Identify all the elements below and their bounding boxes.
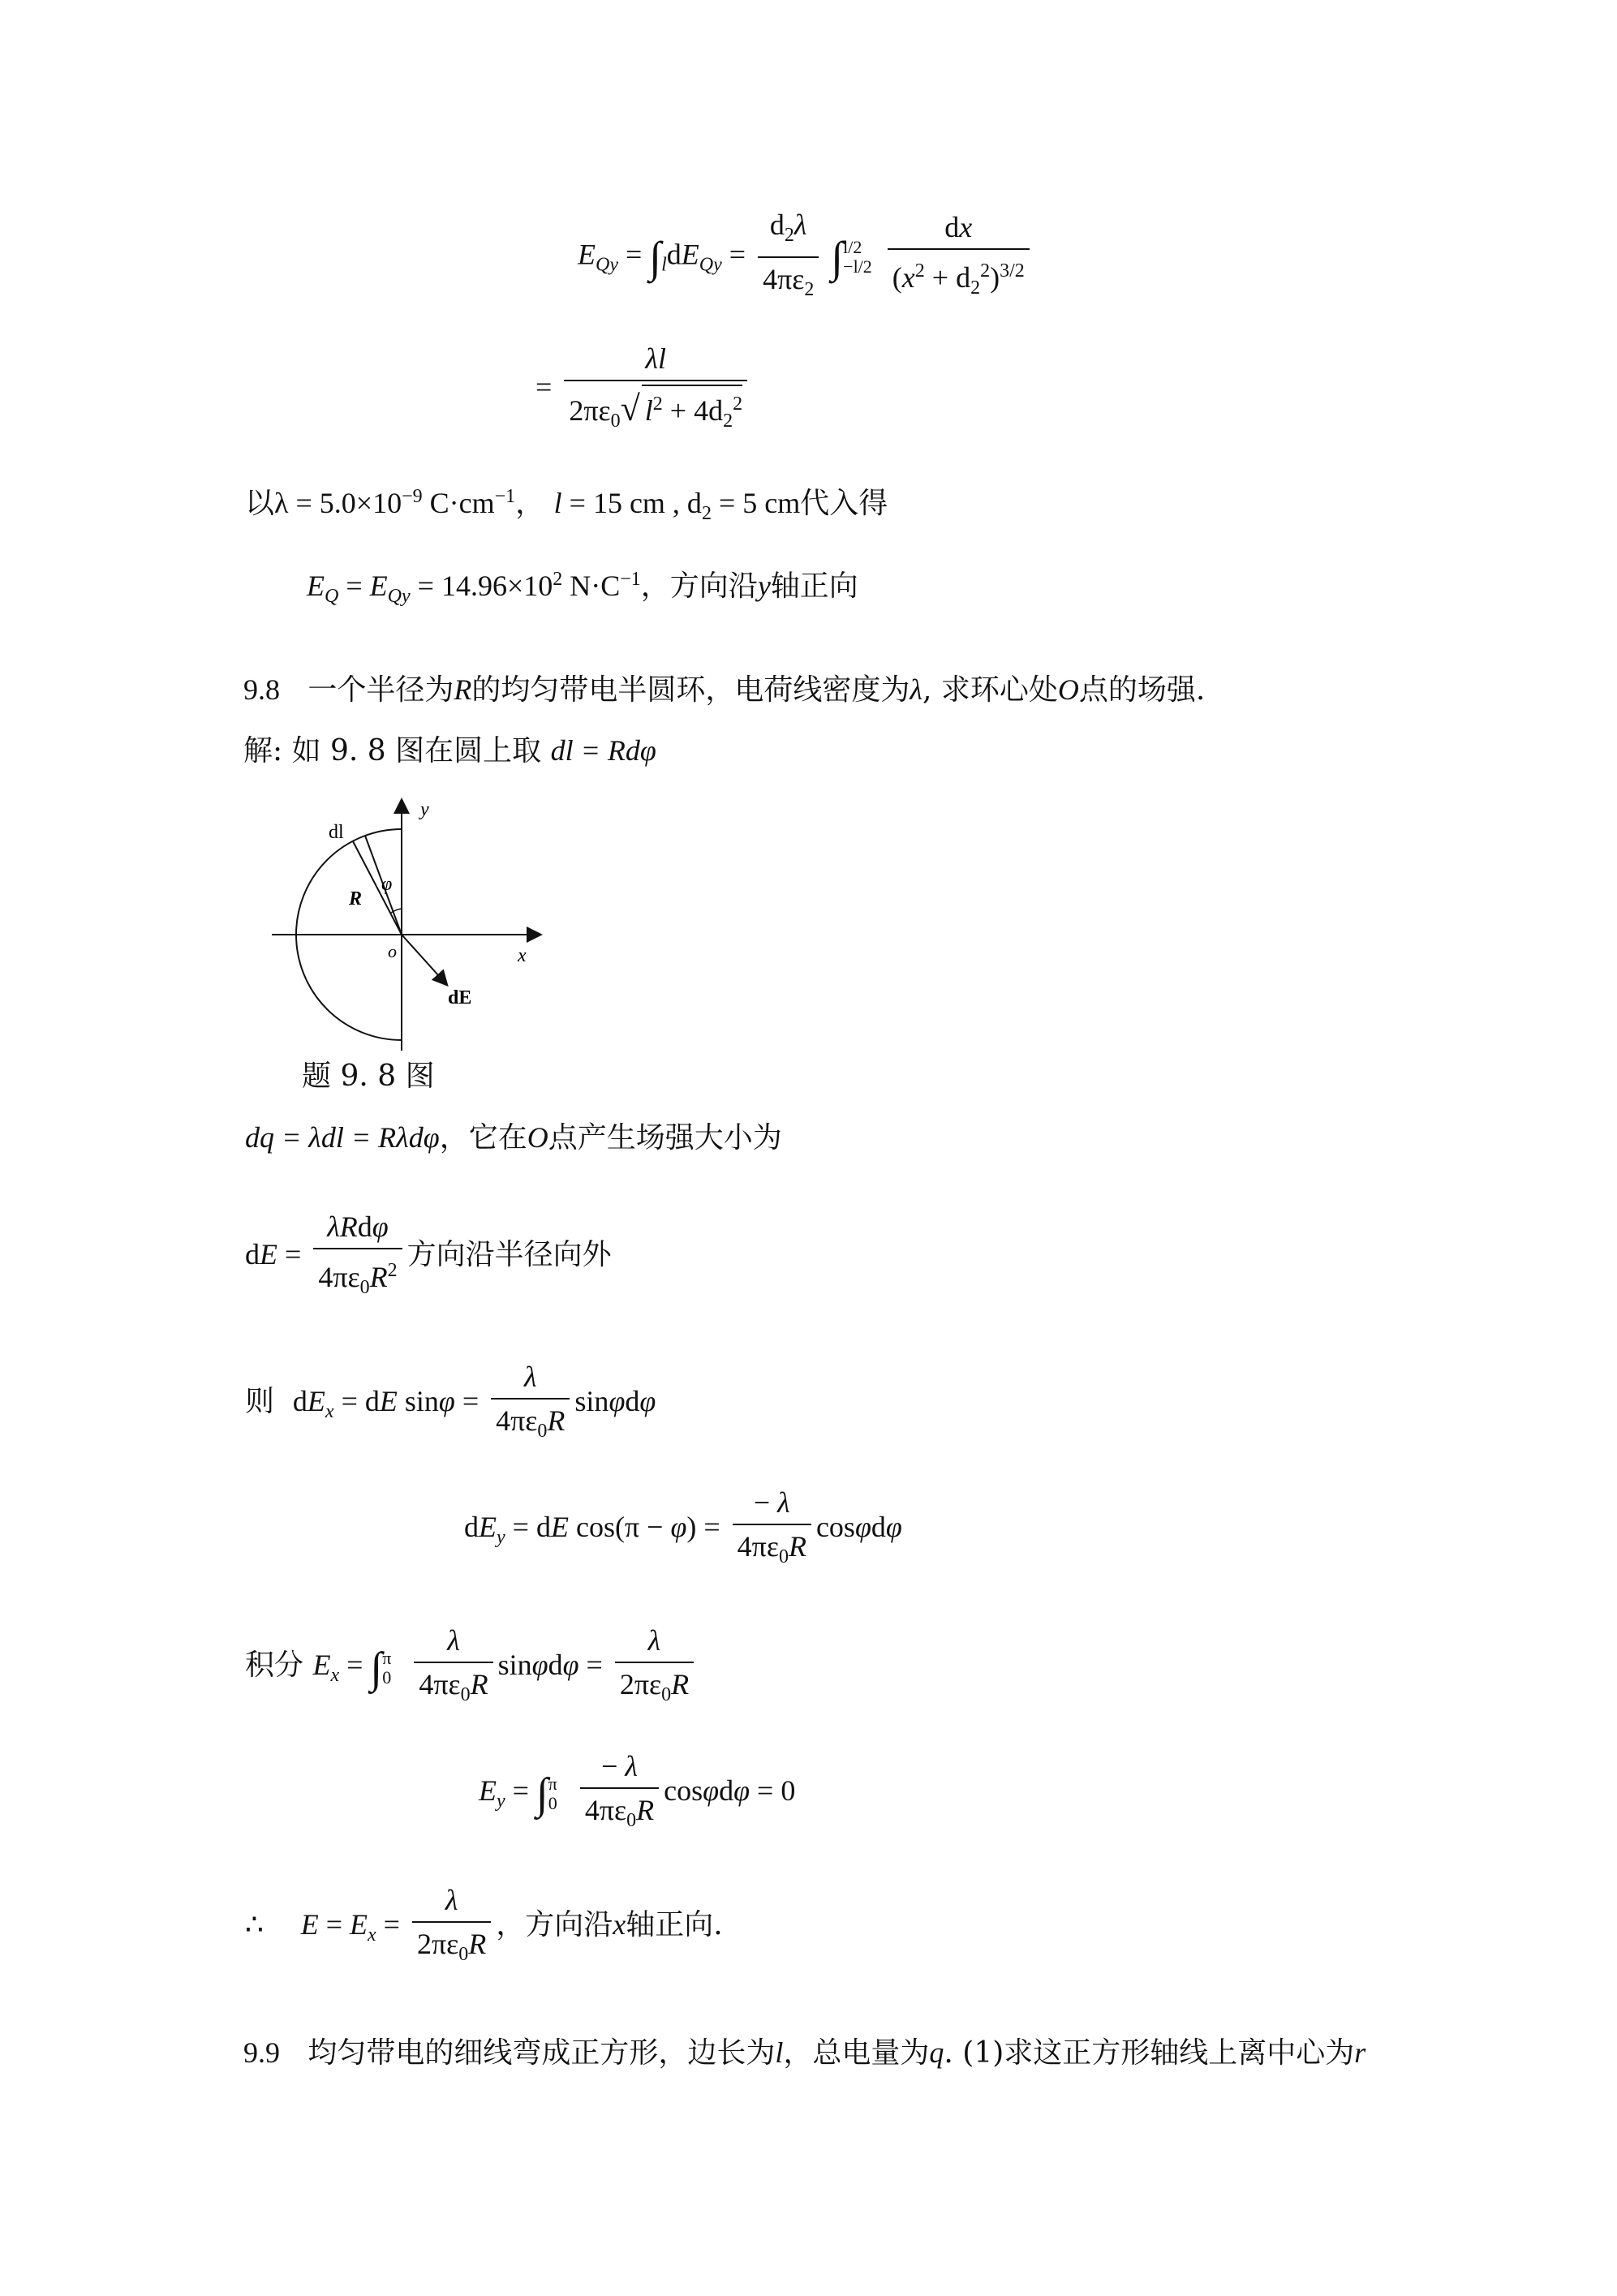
ey-integral: $E_y$ = ∫ π 0 $\frac{- \lambda}{4\pi\varepsilon_0R}$ cosφdφ = 0	[479, 1748, 795, 1838]
equation-eqy-integral: $E_{Qy} = \int_ldE_{Qy}$ = $\frac{d_2\lambda}{4\pi\varepsilon_2}$ ∫ l/2 −l/2 $\frac{dx}{(x^2 + d_2^2)^{3/2}}$	[578, 207, 1034, 307]
figure-9-8	[260, 791, 568, 1059]
phi-label: φ	[381, 874, 393, 895]
y-axis-label: y	[420, 799, 429, 820]
solution-intro: 解: 如 9. 8 图在圆上取 dl = Rdφ	[243, 734, 656, 767]
result-eq-line: $E_Q = E_{Qy} = 14.96\times 10^2$ $N\cdot C^{-1}$，方向沿y轴正向	[307, 569, 858, 608]
de-vector	[402, 935, 446, 984]
dq-line: dq = λdl = Rλdφ，它在O点产生场强大小为	[245, 1121, 782, 1154]
figure-caption: 题 9. 8 图	[302, 1060, 435, 1093]
problem-9-9: 9.9 均匀带电的细线弯成正方形，边长为l，总电量为q. (1)求这正方形轴线上离中心为r	[243, 2036, 1366, 2070]
ex-integral: 积分 $E_x$ = ∫ π 0 $\frac{\lambda}{4\pi\varepsilon_0R}$ sinφdφ = $\frac{\lambda}{2\pi\varepsilon_0R}$	[245, 1623, 699, 1713]
origin-label: o	[388, 941, 397, 961]
substitution-line: 以$\lambda = 5.0\times 10^{-9}$ $C\cdot cm^{-1}$， l = 15 cm , $d_2 = 5$ cm代入得	[245, 486, 888, 525]
conclusion: ∴ $E = E_x$ = $\frac{\lambda}{2\pi\varepsilon_0R}$ ，方向沿x轴正向.	[245, 1882, 723, 1972]
de-magnitude: dE = $\frac{\text{λRdφ}}{4\pi\varepsilon_0R^2}$ 方向沿半径向外	[245, 1209, 612, 1305]
dex-component: 则 $dE_x$ = dE sinφ = $\frac{\lambda}{4\pi\varepsilon_0R}$ sinφdφ	[245, 1359, 656, 1449]
equation-eqy-result: = $\frac{\lambda l}{2\pi\varepsilon_0√ l^2 + 4d_2^2}$	[535, 341, 752, 439]
problem-9-8: 9.8 一个半径为R的均匀带电半圆环，电荷线密度为λ, 求环心处O点的场强.	[243, 673, 1206, 707]
radius-label: R	[349, 888, 363, 909]
dey-component: $dE_y$ = dE cos(π − φ) = $\frac{- \lambda}{4\pi\varepsilon_0R}$ cosφdφ	[464, 1485, 902, 1575]
dl-label: dl	[329, 822, 344, 843]
de-label: dE	[448, 987, 472, 1008]
x-axis-label: x	[518, 945, 527, 966]
